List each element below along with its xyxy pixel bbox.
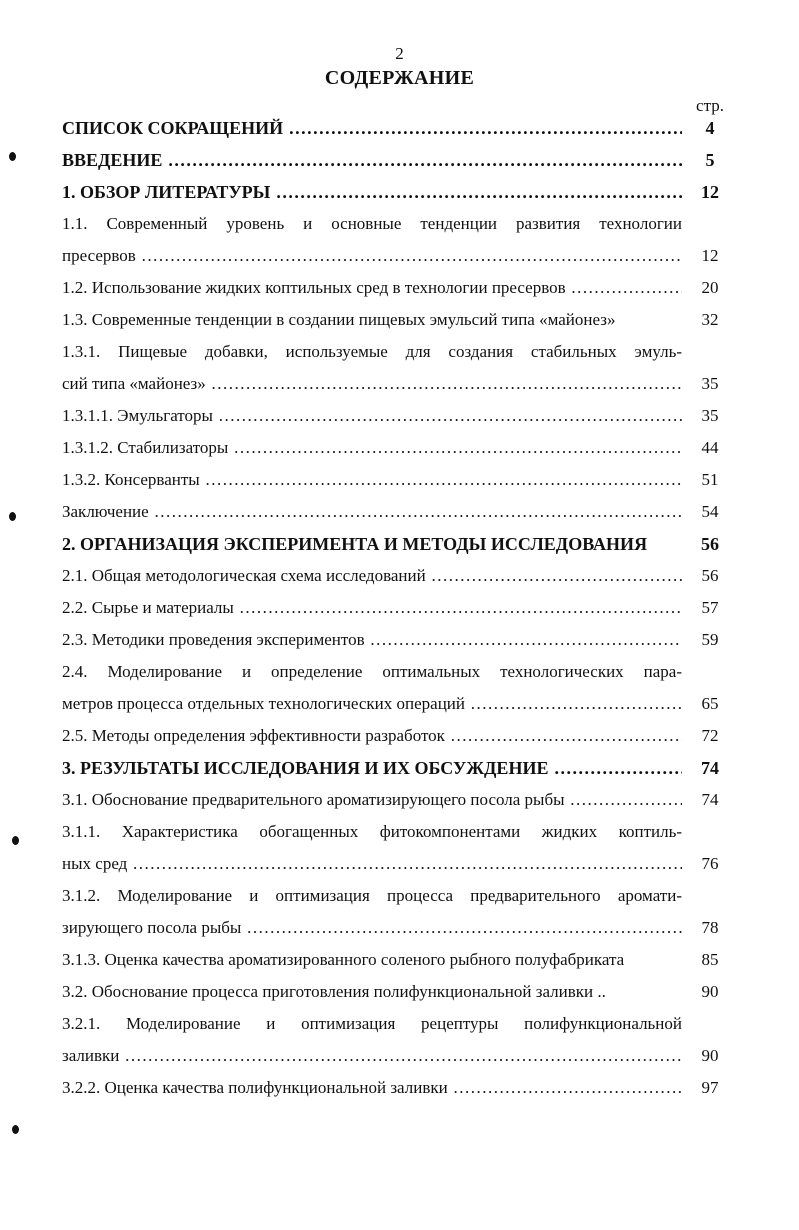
toc-entry (62, 848, 730, 880)
toc-entry (62, 240, 730, 272)
toc-entry (62, 784, 730, 816)
toc-entry (62, 752, 730, 784)
toc-entry (62, 400, 730, 432)
toc-entry-title: 1.2. Использование жидких коптильных сред в технологии пресервов ..... (62, 278, 682, 298)
toc-entry-title: СПИСОК СОКРАЩЕНИЙ ..... (62, 118, 682, 138)
toc-entry (62, 944, 730, 976)
toc-entry-title: 2.2. Сырье и материалы ..... (62, 598, 682, 618)
margin-mark (9, 512, 16, 521)
toc-entry-title: ВВЕДЕНИЕ ..... (62, 150, 682, 170)
toc-entry (62, 304, 730, 336)
toc-entry (62, 1040, 730, 1072)
toc-entry-title: 2.3. Методики проведения экспериментов ..... (62, 630, 682, 650)
toc-entry-title: 3.2.2. Оценка качества полифункциональной заливки ..... (62, 1078, 682, 1098)
toc-entry (62, 208, 730, 240)
toc-entry (62, 656, 730, 688)
toc-entry-page: 90 (701, 982, 719, 1001)
toc-entry-page: 97 (701, 1078, 719, 1097)
toc-entry-title: сий типа «майонез» ..... (62, 374, 682, 394)
toc-entry (62, 144, 730, 176)
table-of-contents (62, 112, 730, 1104)
toc-entry (62, 912, 730, 944)
page-title: СОДЕРЖАНИЕ (324, 67, 475, 89)
toc-entry-page: 44 (701, 438, 719, 457)
toc-entry-title: 2.4. Моделирование и определение оптимальных технологических пара- (62, 662, 682, 681)
toc-entry (62, 368, 730, 400)
toc-entry-page: 5 (705, 150, 715, 170)
page-column-label: стр. (696, 96, 724, 115)
toc-entry-title: 1.3.1.1. Эмульгаторы ..... (62, 406, 682, 426)
toc-entry (62, 624, 730, 656)
toc-entry-page: 54 (701, 502, 719, 521)
toc-entry-title: метров процесса отдельных технологических операций ..... (62, 694, 682, 714)
toc-entry-page: 85 (701, 950, 719, 969)
toc-entry-page: 12 (701, 246, 719, 265)
toc-entry-title: 1. ОБЗОР ЛИТЕРАТУРЫ ..... (62, 182, 682, 202)
toc-entry-page: 12 (701, 182, 719, 202)
toc-entry (62, 720, 730, 752)
toc-entry-page: 74 (701, 758, 719, 778)
toc-entry-page: 59 (701, 630, 719, 649)
toc-entry-page: 56 (701, 534, 719, 554)
toc-entry-title: 1.3.1.2. Стабилизаторы ..... (62, 438, 682, 458)
margin-mark (9, 152, 16, 161)
toc-entry (62, 112, 730, 144)
toc-entry-title: ных сред ..... (62, 854, 682, 874)
toc-entry-title: 2. ОРГАНИЗАЦИЯ ЭКСПЕРИМЕНТА И МЕТОДЫ ИССЛЕДОВАНИЯ (62, 534, 648, 554)
margin-mark (12, 836, 19, 845)
toc-entry-page: 78 (701, 918, 719, 937)
toc-entry-page: 56 (701, 566, 719, 585)
toc-entry (62, 1008, 730, 1040)
toc-entry-page: 72 (701, 726, 719, 745)
toc-entry-page: 20 (701, 278, 719, 297)
toc-entry-title: 3.1.2. Моделирование и оптимизация процесса предварительного аромати- (62, 886, 682, 905)
toc-entry-title: пресервов ..... (62, 246, 682, 266)
toc-entry-title: 3.1.1. Характеристика обогащенных фитокомпонентами жидких коптиль- (62, 822, 682, 841)
toc-entry-title: 3.2.1. Моделирование и оптимизация рецептуры полифункциональной (62, 1014, 682, 1033)
toc-entry-page: 90 (701, 1046, 719, 1065)
toc-entry-title: 3.1. Обоснование предварительного ароматизирующего посола рыбы ..... (62, 790, 682, 810)
toc-entry (62, 976, 730, 1008)
margin-mark (12, 1125, 19, 1134)
toc-entry (62, 560, 730, 592)
toc-entry (62, 528, 730, 560)
toc-entry (62, 1072, 730, 1104)
toc-entry-page: 74 (701, 790, 719, 809)
toc-entry-title: заливки ..... (62, 1046, 682, 1066)
toc-entry (62, 496, 730, 528)
toc-entry-page: 65 (701, 694, 719, 713)
toc-entry (62, 432, 730, 464)
toc-entry-title: 2.5. Методы определения эффективности разработок ..... (62, 726, 682, 746)
toc-entry-page: 4 (705, 118, 715, 138)
page-number: 2 (395, 44, 404, 63)
toc-entry-page: 76 (701, 854, 719, 873)
toc-entry-title: 3.2. Обоснование процесса приготовления полифункциональной заливки .. (62, 982, 606, 1001)
toc-entry-title: 2.1. Общая методологическая схема исследований ..... (62, 566, 682, 586)
toc-entry-page: 32 (701, 310, 719, 329)
toc-entry-title: 3.1.3. Оценка качества ароматизированного соленого рыбного полуфабриката (62, 950, 625, 969)
toc-entry-title: 1.3. Современные тенденции в создании пищевых эмульсий типа «майонез» (62, 310, 616, 329)
toc-entry-title: 1.3.2. Консерванты ..... (62, 470, 682, 490)
toc-entry-page: 35 (701, 406, 719, 425)
toc-entry (62, 880, 730, 912)
toc-entry-title: зирующего посола рыбы ..... (62, 918, 682, 938)
toc-entry (62, 176, 730, 208)
toc-entry-title: 3. РЕЗУЛЬТАТЫ ИССЛЕДОВАНИЯ И ИХ ОБСУЖДЕНИЕ ..... (62, 758, 682, 778)
toc-entry (62, 272, 730, 304)
toc-entry-page: 57 (701, 598, 719, 617)
toc-entry-title: 1.1. Современный уровень и основные тенденции развития технологии (62, 214, 682, 233)
toc-entry (62, 336, 730, 368)
toc-entry-page: 51 (701, 470, 719, 489)
toc-entry (62, 688, 730, 720)
toc-entry (62, 592, 730, 624)
toc-entry-page: 35 (701, 374, 719, 393)
toc-entry (62, 816, 730, 848)
toc-entry-title: 1.3.1. Пищевые добавки, используемые для создания стабильных эмуль- (62, 342, 682, 361)
toc-entry-title: Заключение ..... (62, 502, 682, 522)
toc-entry (62, 464, 730, 496)
